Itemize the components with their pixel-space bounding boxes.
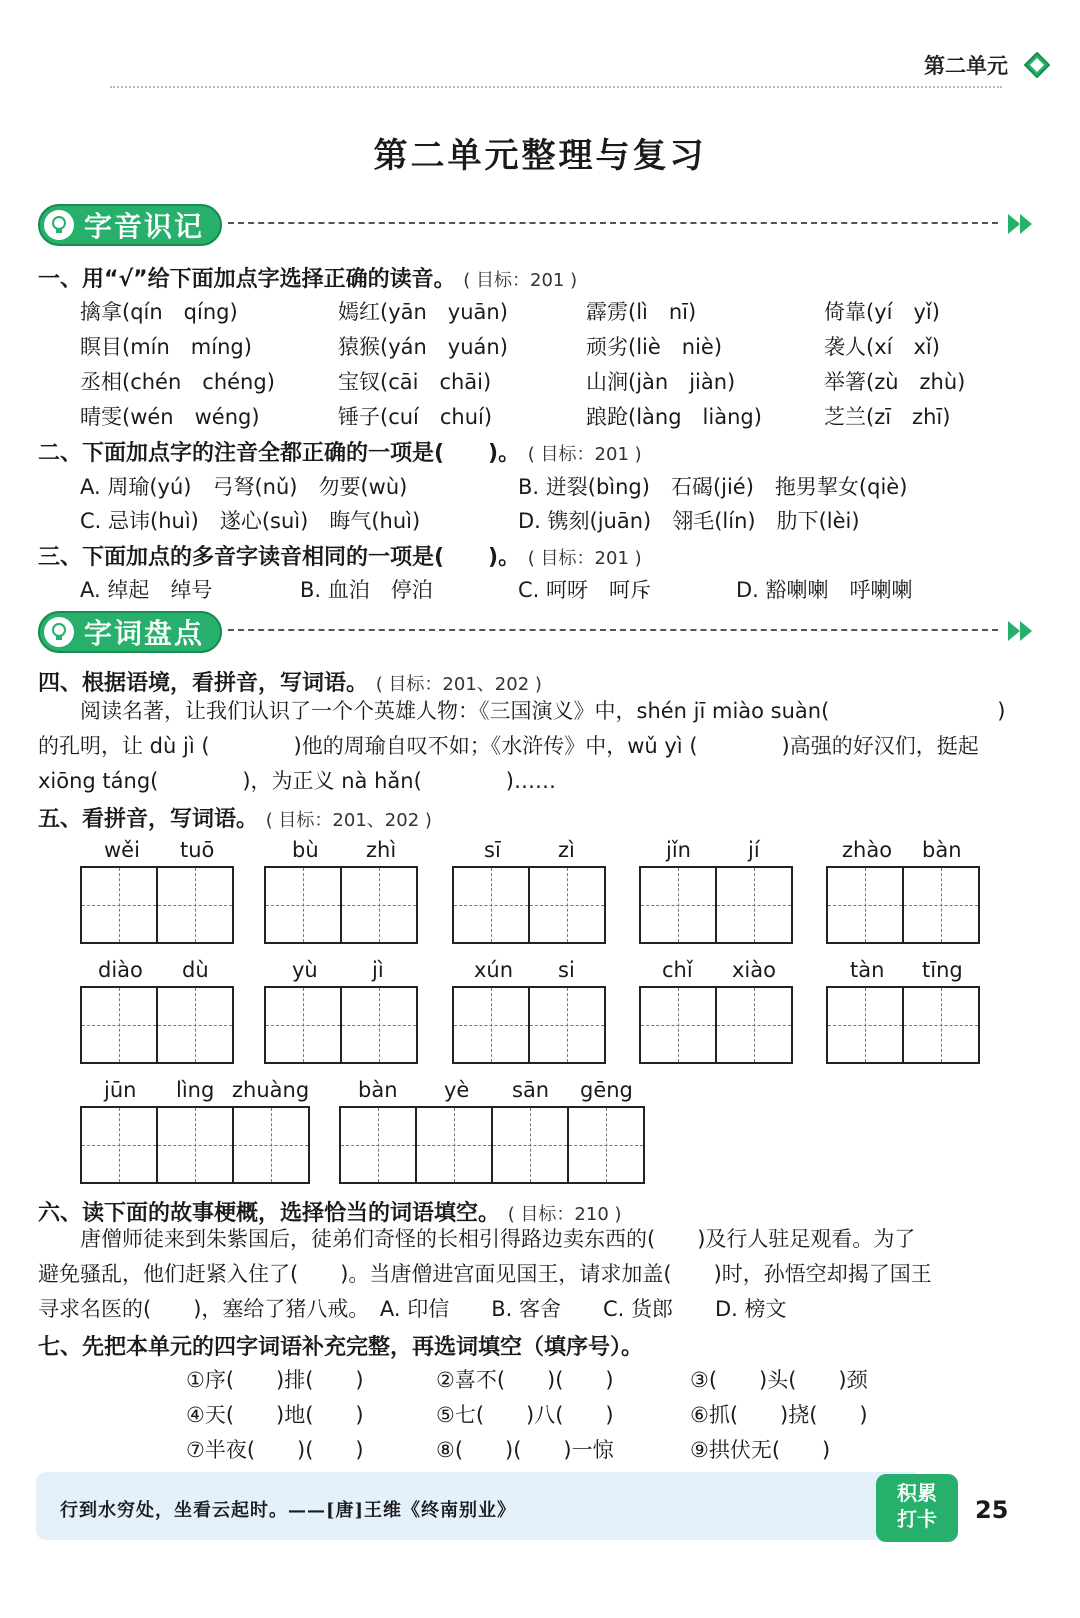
pinyin: wěi [104, 838, 140, 862]
pinyin: sān [512, 1078, 550, 1102]
writing-grid[interactable] [80, 986, 234, 1064]
writing-grid[interactable] [339, 1106, 645, 1184]
q1-item: 嫣红(yān yuān) [338, 300, 508, 324]
q3-option: D. 豁喇喇 呼喇喇 [736, 578, 913, 602]
pinyin: zhì [366, 838, 397, 862]
section-divider [228, 629, 998, 631]
question-7-title: 七、先把本单元的四字词语补充完整，再选词填空（填序号）。 [38, 1335, 644, 1360]
pinyin: yù [292, 958, 318, 982]
q1-item: 顽劣(liè niè) [586, 335, 723, 359]
pinyin: xún [474, 958, 514, 982]
pinyin: jūn [104, 1078, 137, 1102]
writing-grid[interactable] [826, 986, 980, 1064]
q2-option: A. 周瑜(yú) 弓弩(nǔ) 勿要(wù) [80, 475, 408, 499]
pinyin: zhuàng [232, 1078, 310, 1102]
q1-item: 倚靠(yí yǐ) [824, 300, 940, 324]
question-2-title: 二、下面加点字的注音全都正确的一项是( )。 ( 目标：201 ) [38, 441, 642, 466]
footer-quote: 行到水穷处，坐看云起时。——[唐]王维《终南别业》 [60, 1500, 517, 1521]
lightbulb-icon [44, 617, 74, 647]
pinyin: bàn [922, 838, 962, 862]
q4-passage: 阅读名著，让我们认识了一个个英雄人物：《三国演义》中，shén jī miào suàn( ) 的孔明，让 dù jì ( )他的周瑜自叹不如；《水浒传》中，wǔ yì ( )高强的好汉们，挺起 xiōng táng( )，为正义 nà hǎn( )…… [38, 699, 1006, 793]
q7-item: ②喜不( )( ) [436, 1368, 614, 1392]
pinyin: jì [372, 958, 384, 982]
q2-option: D. 镌刻(juān) 翎毛(lín) 肋下(lèi) [518, 509, 860, 533]
q2-option: C. 忌讳(huì) 遂心(suì) 晦气(huì) [80, 509, 421, 533]
page-number: 25 [975, 1496, 1009, 1524]
lightbulb-icon [44, 210, 74, 240]
question-6-title: 六、读下面的故事梗概，选择恰当的词语填空。 ( 目标：210 ) [38, 1201, 622, 1226]
writing-grid[interactable] [452, 986, 606, 1064]
q1-item: 丞相(chén chéng) [80, 370, 275, 394]
section-header-vocabulary [38, 611, 1042, 651]
q3-option: B. 血泊 停泊 [300, 578, 433, 602]
q2-option: B. 迸裂(bìng) 石碣(jié) 拖男挈女(qiè) [518, 475, 908, 499]
pinyin: zì [558, 838, 575, 862]
diamond-icon [1024, 52, 1050, 78]
checkin-stamp: 积累 打卡 [876, 1474, 958, 1542]
question-1-title: 一、用“√”给下面加点字选择正确的读音。 ( 目标：201 ) [38, 267, 578, 292]
page-title: 第二单元整理与复习 [373, 136, 707, 176]
q1-item: 锤子(cuí chuí) [338, 405, 493, 429]
writing-grid[interactable] [639, 866, 793, 944]
question-4-title: 四、根据语境，看拼音，写词语。 ( 目标：201、202 ) [38, 671, 542, 696]
writing-grid[interactable] [452, 866, 606, 944]
writing-grid[interactable] [264, 866, 418, 944]
q7-item: ④天( )地( ) [186, 1403, 364, 1427]
unit-label: 第二单元 [924, 54, 1008, 78]
pinyin: zhào [842, 838, 893, 862]
writing-grid[interactable] [80, 1106, 310, 1184]
pinyin: tīng [922, 958, 963, 982]
pinyin: lìng [176, 1078, 215, 1102]
q1-item: 芝兰(zī zhī) [824, 405, 951, 429]
q7-item: ⑤七( )八( ) [436, 1403, 614, 1427]
pinyin: xiào [732, 958, 776, 982]
section-divider [228, 222, 998, 224]
q7-item: ⑨拱伏无( ) [690, 1438, 831, 1462]
q7-item: ⑥抓( )挠( ) [690, 1403, 868, 1427]
pinyin: chǐ [662, 958, 693, 982]
writing-grid[interactable] [826, 866, 980, 944]
pinyin: bàn [358, 1078, 398, 1102]
pinyin: gēng [580, 1078, 633, 1102]
pinyin: si [558, 958, 575, 982]
q6-passage: 唐僧师徒来到朱紫国后，徒弟们奇怪的长相引得路边卖东西的( )及行人驻足观看。为了 避免骚乱，他们赶紧入住了( )。当唐僧进宫面见国王，请求加盖( )时，孙悟空却揭了国王 寻求名医的( )，塞给了猪八戒。 A. 印信 B. 客舍 C. 货郎 D. 榜文 [38, 1227, 932, 1321]
q1-item: 晴雯(wén wéng) [80, 405, 260, 429]
q1-item: 擒拿(qín qíng) [80, 300, 238, 324]
double-arrow-icon [1006, 619, 1036, 643]
q1-item: 踉跄(làng liàng) [586, 405, 762, 429]
q1-item: 宝钗(cāi chāi) [338, 370, 492, 394]
pinyin: tuō [180, 838, 215, 862]
writing-grid[interactable] [639, 986, 793, 1064]
writing-grid[interactable] [264, 986, 418, 1064]
q1-item: 瞑目(mín míng) [80, 335, 252, 359]
pinyin: dù [182, 958, 209, 982]
header-rule [110, 86, 1002, 88]
pinyin: sī [484, 838, 501, 862]
q3-option: C. 呵呀 呵斥 [518, 578, 652, 602]
pinyin: bù [292, 838, 319, 862]
pinyin: yè [444, 1078, 470, 1102]
q1-item: 袭人(xí xǐ) [824, 335, 940, 359]
q1-item: 霹雳(lì nī) [586, 300, 697, 324]
pinyin: diào [98, 958, 143, 982]
question-5-title: 五、看拼音，写词语。 ( 目标：201、202 ) [38, 807, 432, 832]
pinyin: jí [748, 838, 760, 862]
section-header-pronunciation [38, 204, 1042, 244]
section-badge: 字词盘点 [38, 611, 222, 653]
q1-item: 举箸(zù zhù) [824, 370, 966, 394]
q7-item: ①序( )排( ) [186, 1368, 364, 1392]
writing-grid[interactable] [80, 866, 234, 944]
q1-item: 山涧(jàn jiàn) [586, 370, 736, 394]
q7-item: ⑦半夜( )( ) [186, 1438, 364, 1462]
pinyin: tàn [850, 958, 885, 982]
q1-item: 猿猴(yán yuán) [338, 335, 508, 359]
q3-option: A. 绰起 绰号 [80, 578, 213, 602]
double-arrow-icon [1006, 212, 1036, 236]
question-3-title: 三、下面加点的多音字读音相同的一项是( )。 ( 目标：201 ) [38, 545, 642, 570]
q7-item: ⑧( )( )一惊 [436, 1438, 614, 1462]
section-badge: 字音识记 [38, 204, 222, 246]
pinyin: jǐn [666, 838, 691, 862]
q7-item: ③( )头( )颈 [690, 1368, 868, 1392]
